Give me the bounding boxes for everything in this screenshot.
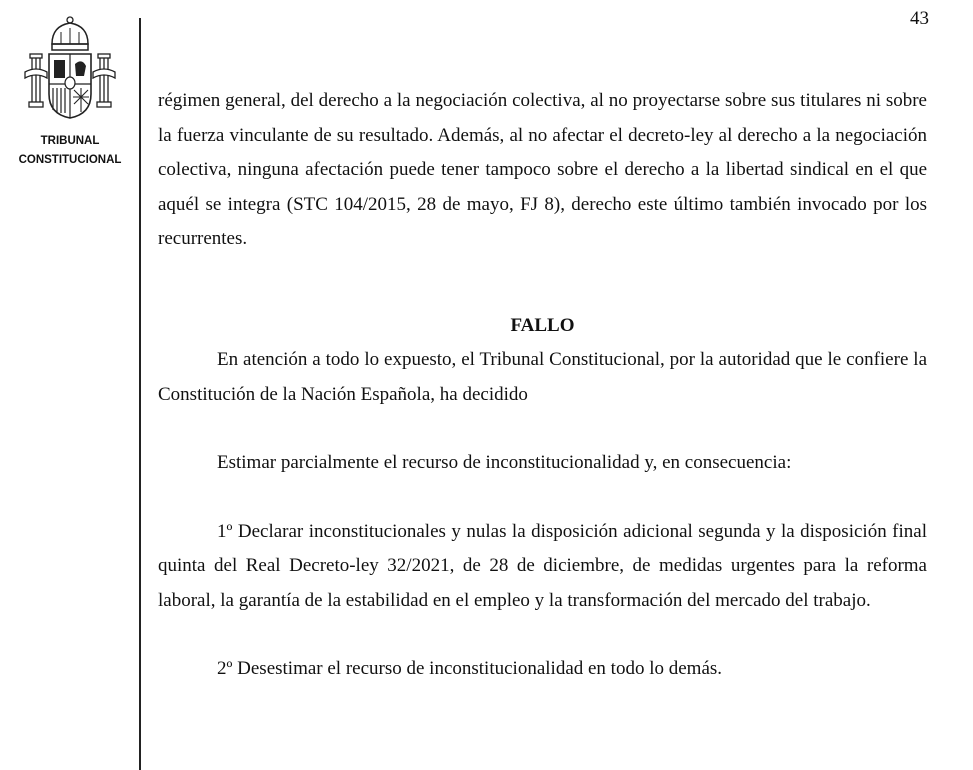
decision-paragraph: Estimar parcialmente el recurso de inconstitucionalidad y, en consecuencia: xyxy=(217,452,792,473)
intro-paragraph: En atención a todo lo expuesto, el Tribunal Constitucional, por la autoridad que le confiere la Constitución de la Nación Española, ha decidido xyxy=(158,349,927,405)
page-number: 43 xyxy=(910,8,929,29)
section-heading: FALLO xyxy=(510,314,575,336)
coat-of-arms-of-spain-icon xyxy=(22,14,118,122)
margin-divider xyxy=(139,18,141,770)
court-name-line1: TRIBUNAL xyxy=(40,135,100,147)
ruling-item-1: 1º Declarar inconstitucionales y nulas la disposición adicional segunda y la disposición final quinta del Real Decreto-ley 32/2021, de 28 de diciembre, de medidas urgentes para la reforma laboral, la garantía de la estabilidad en el empleo y la transformación del mercado del trabajo. xyxy=(158,520,927,611)
court-name xyxy=(0,132,140,170)
document-body xyxy=(158,84,927,687)
paragraph-continuation: régimen general, del derecho a la negociación colectiva, al no proyectarse sobre sus titulares ni sobre la fuerza vinculante de su resultado. Además, al no afectar el decreto-ley al derecho a la negociación colectiva, ninguna afectación puede tener tampoco sobre el derecho a la libertad sindical en el que aquél se integra (STC 104/2015, 28 de mayo, FJ 8), derecho este último también invocado por los recurrentes. xyxy=(158,90,927,249)
sidebar xyxy=(0,0,140,770)
court-name-line2: CONSTITUCIONAL xyxy=(18,154,122,166)
ruling-item-2: 2º Desestimar el recurso de inconstitucionalidad en todo lo demás. xyxy=(217,658,723,679)
